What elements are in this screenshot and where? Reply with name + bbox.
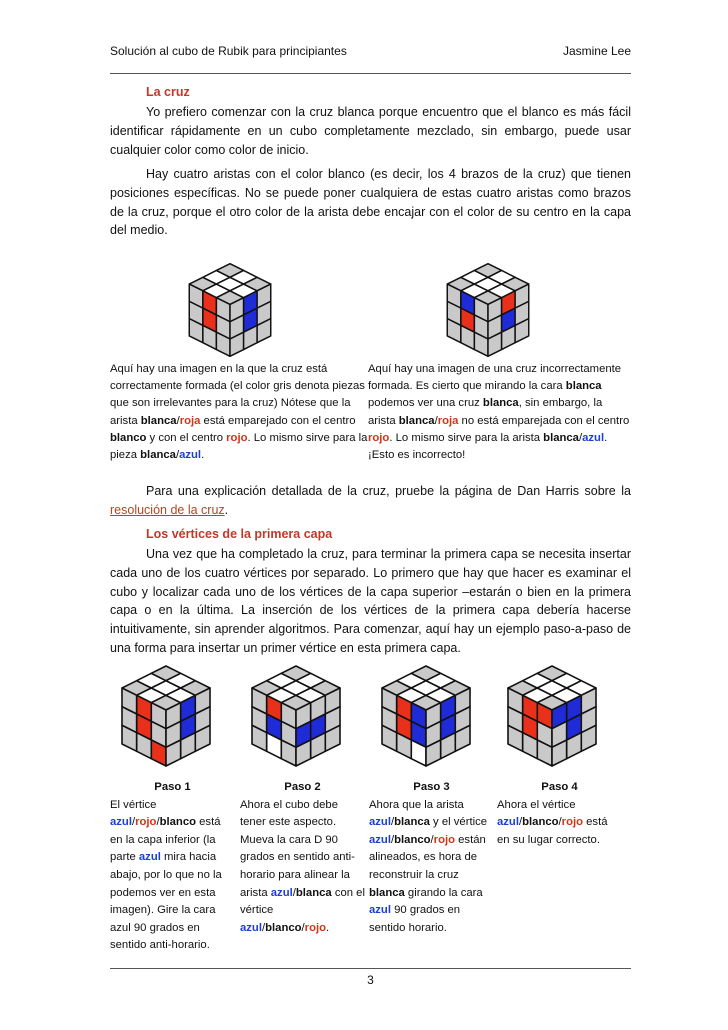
step-text-fragment: azul [138,851,161,864]
step-text-fragment: con el vértice [240,886,365,917]
step-text-fragment: están alineados, es hora de reconstruir la cruz [369,833,486,881]
cube-image-step-1 [112,662,220,770]
step-text-fragment: Ahora el cubo debe tener este aspecto. Mueva la cara D 90 grados en sentido anti-horario para alinear la arista [240,798,355,899]
page-number: 3 [367,973,374,987]
document-title: Solución al cubo de Rubik para principiantes [110,44,347,58]
step-caption-2 [240,779,365,937]
step-text-fragment: / [390,816,395,829]
step-title: Paso 4 [541,781,578,793]
step-title: Paso 3 [413,781,450,793]
section2-paragraph-1: Una vez que ha completado la cruz, para terminar la primera capa se necesita insertar cada uno de los cuatro vértices por separado. Lo primero que hay que hacer es examinar el cubo y localizar cada uno de los vértices de la capa superior –estarán o bien en la primera capa o en la última. La inserción de los vértices de la primera capa debería hacerse intuitivamente, sin aprender algoritmos. Para comenzar, aquí hay un ejemplo paso-a-paso de una forma para insertar un primer vértice en esta primera capa. [110,547,631,655]
step-text-fragment: rojo [561,816,584,829]
section-title-vertices: Los vértices de la primera capa [146,527,333,541]
step-text-fragment: / [558,816,562,829]
section1-paragraph-2: Hay cuatro aristas con el color blanco (es decir, los 4 brazos de la cruz) que tienen posiciones específicas. No se puede poner cualquiera de estas cuatro aristas como brazos de la cruz, porque el otro color de la arista debe encajar con el color de su centro en la capa del medio. [110,167,631,238]
step-text-fragment: mira hacia abajo, por lo que no la podemos ver en esta imagen). Gire la cara azul 90 grados en sentido anti-horario. [110,851,222,952]
step-text-fragment: azul [497,816,519,829]
step-text-fragment: El vértice [110,798,157,811]
step-text-fragment: blanco [394,833,431,846]
step-text-fragment: Ahora que la arista [369,798,464,811]
step-text-fragment: blanca [295,886,332,899]
step-title: Paso 2 [284,781,321,793]
step-text-fragment: / [261,921,266,934]
caption-correct-cross: Aquí hay una imagen en la que la cruz está correctamente formada (el color gris denota piezas que son irrelevantes para la cruz) Nótese que la arista blanca/roja está emparejado con el centro blanco y con el centro rojo. Lo mismo sirve para la pieza blanca/azul. [110,363,368,462]
cube-image-correct-cross [180,260,280,360]
caption-incorrect-cross: Aquí hay una imagen de una cruz incorrectamente formada. Es cierto que mirando la cara blanca podemos ver una cruz blanca, sin embargo, la arista blanca/roja no está emparejada con el centro rojo. Lo mismo sirve para la arista blanca/azul. ¡Esto es incorrecto! [368,363,630,462]
step-text-fragment: está en la capa inferior (la parte [110,816,221,864]
cube-image-step-2 [242,662,350,770]
explanation-paragraph: Para una explicación detallada de la cruz, pruebe la página de Dan Harris sobre la resolución de la cruz. [110,484,631,517]
step-text-fragment: azul [369,833,391,846]
cube-image-step-3 [372,662,480,770]
cube-image-step-4 [498,662,606,770]
step-caption-4 [497,779,622,849]
step-text-fragment: blanco [265,921,302,934]
page-footer [110,968,631,987]
step-text-fragment: azul [270,886,293,899]
step-text-fragment: / [390,833,395,846]
step-text-fragment: girando la cara [404,886,483,899]
step-text-fragment: azul [110,816,132,829]
step-text-fragment: y el vértice [429,816,488,829]
step-title: Paso 1 [154,781,191,793]
step-caption-1 [110,779,235,955]
page-header [110,44,631,74]
step-text-fragment: rojo [304,921,327,934]
document-author: Jasmine Lee [562,44,631,58]
step-text-fragment: Ahora el vértice [497,798,576,811]
section-title-cruz: La cruz [146,85,190,99]
step-text-fragment: / [292,886,296,899]
step-text-fragment: blanca [394,816,430,829]
step-text-fragment: . [326,921,330,934]
step-text-fragment: 90 grados en sentido horario. [369,904,461,934]
step-text-fragment: / [518,816,523,829]
step-text-fragment: / [301,921,305,934]
step-text-fragment: blanco [159,816,197,829]
section1-paragraph-1: Yo prefiero comenzar con la cruz blanca porque encuentro que el blanco es más fácil identificar rápidamente en un cubo completamente mezclado, sin embargo, puede usar cualquier color como color de inicio. [110,105,631,157]
step-text-fragment: azul [369,904,391,917]
step-text-fragment: azul [369,816,391,829]
step-text-fragment: / [430,833,434,846]
step-text-fragment: azul [240,921,262,934]
step-caption-3 [369,779,494,937]
step-text-fragment: está en su lugar correcto. [497,816,608,846]
step-text-fragment: rojo [433,833,456,846]
step-text-fragment: rojo [135,816,157,829]
step-text-fragment: blanco [522,816,559,829]
step-text-fragment: blanca [369,886,405,899]
step-text-fragment: / [131,816,136,829]
cruz-resolution-link[interactable]: resolución de la cruz [110,502,225,517]
step-text-fragment: / [156,816,160,829]
cube-image-incorrect-cross [438,260,538,360]
